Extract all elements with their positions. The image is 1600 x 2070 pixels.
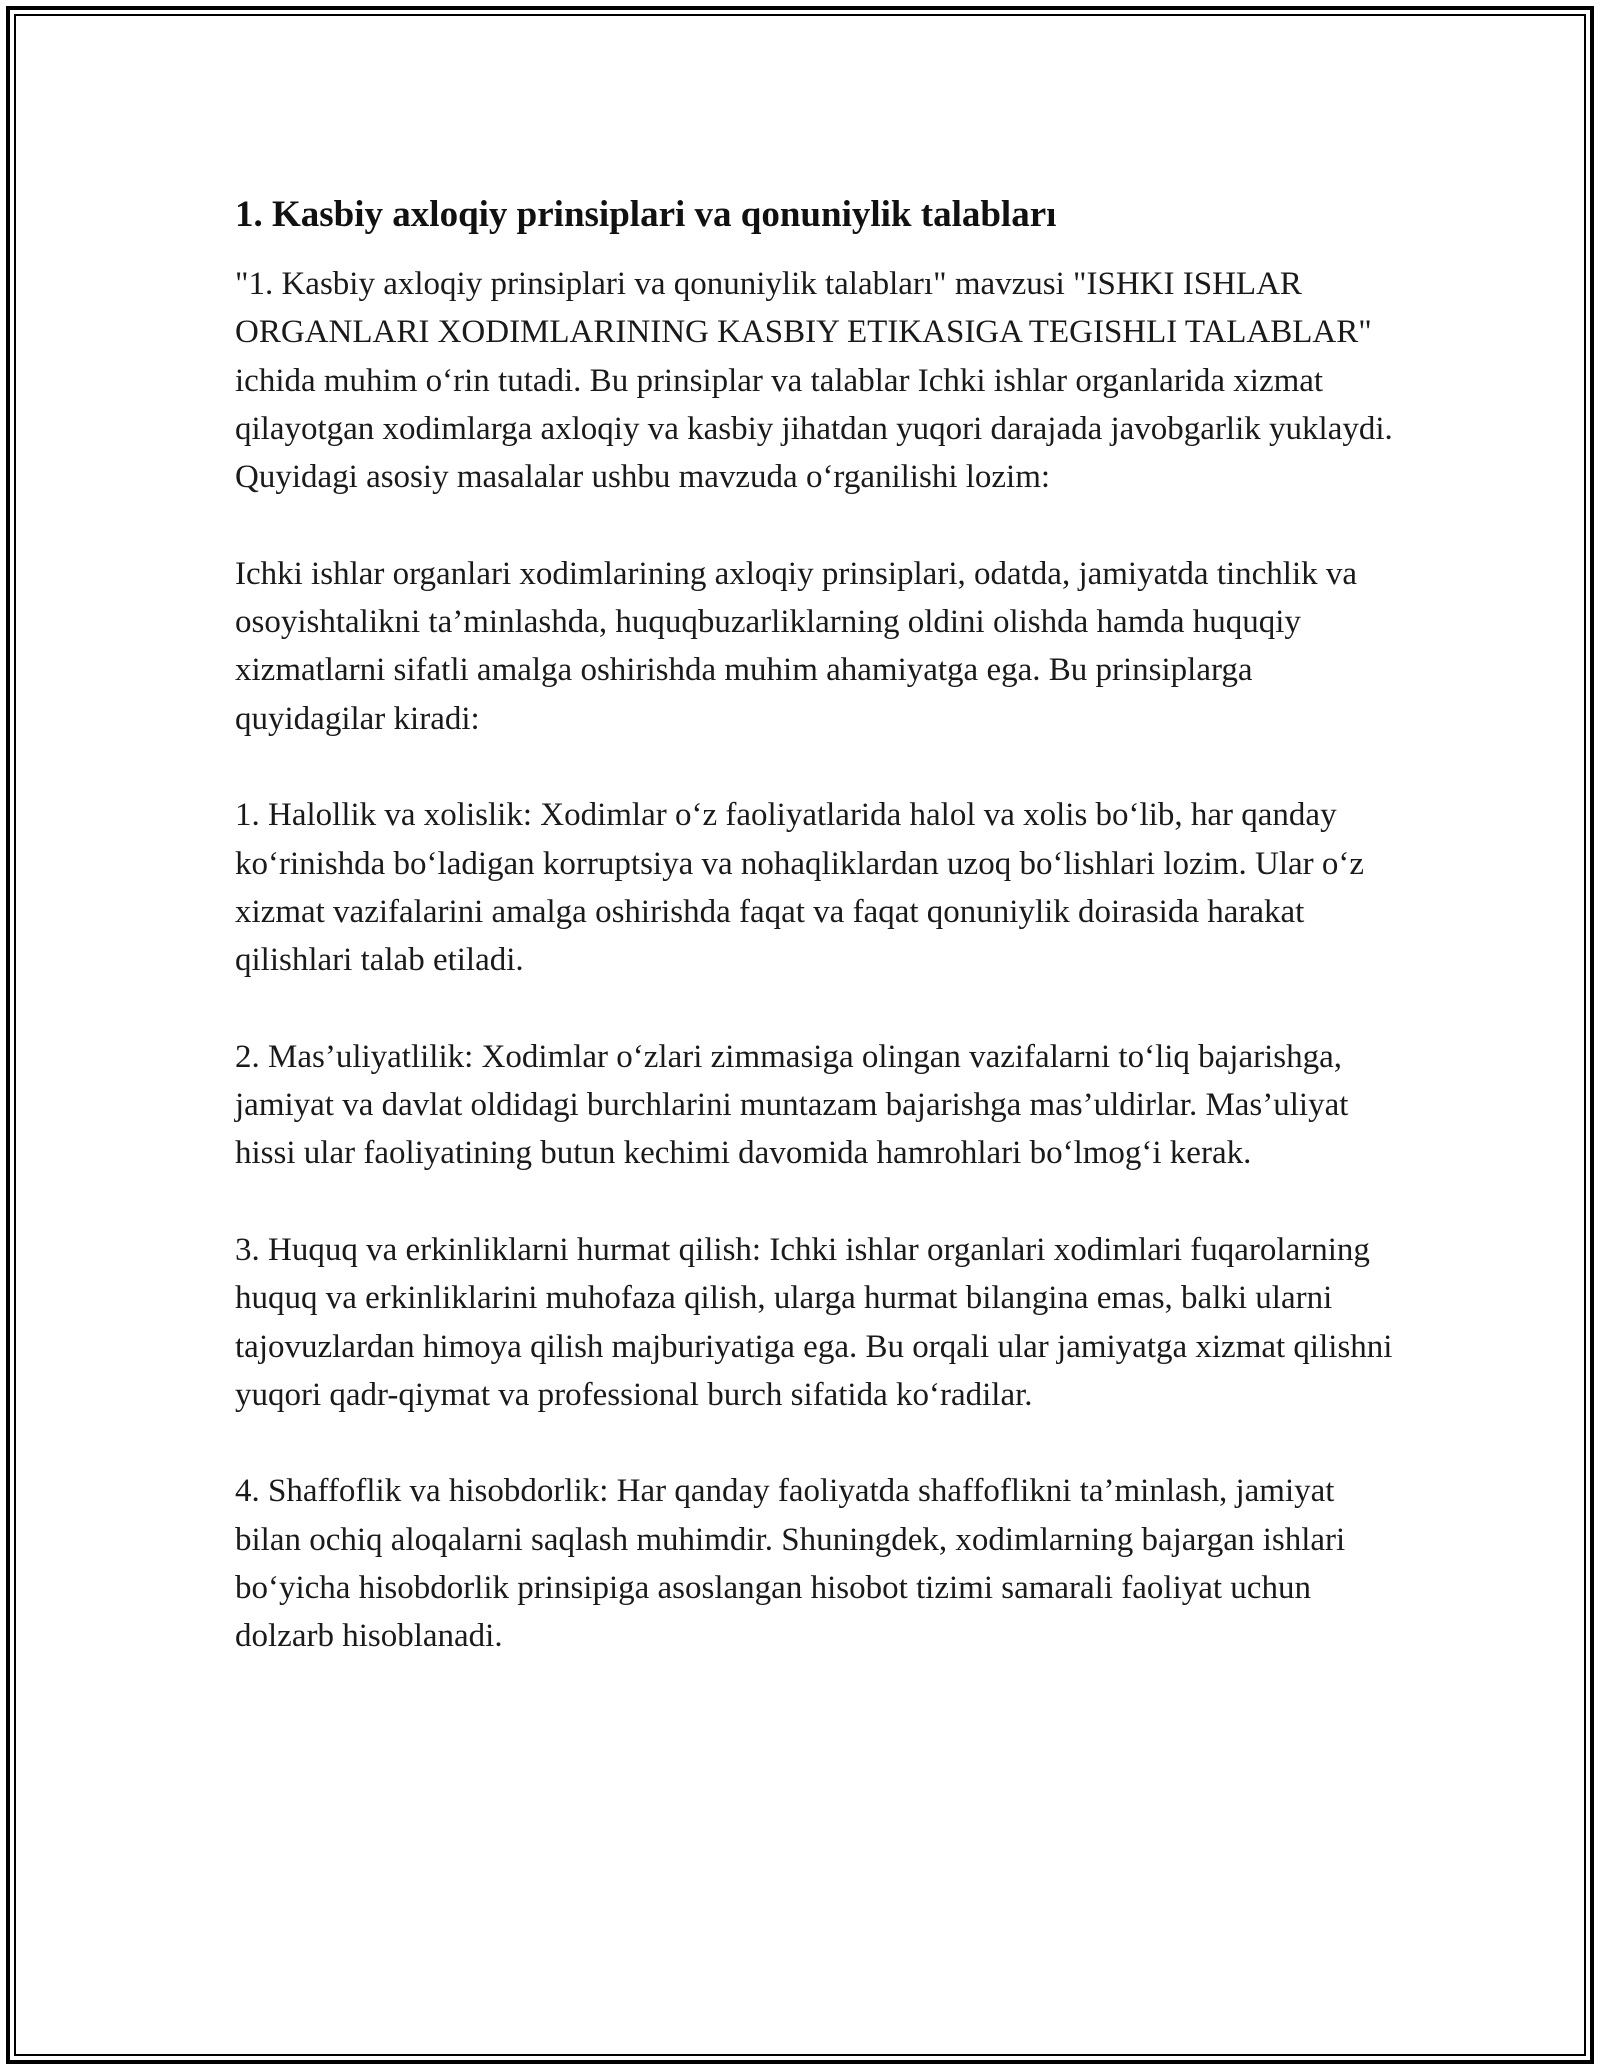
paragraph-responsibility: 2. Mas’uliyatlilik: Xodimlar o‘zlari zimmasiga olingan vazifalarni to‘liq bajarishga, jamiyat va davlat oldidagi burchlarini muntazam bajarishga mas’uldirlar. Mas’uliyat hissi ular faoliyatining butun kechimi davomida hamrohlari bo‘lmog‘i kerak.: [235, 1038, 1349, 1172]
paragraph-intro: "1. Kasbiy axloqiy prinsiplari va qonuniylik talabları" mavzusi "ISHKI ISHLAR ORGANLARI XODIMLARINING KASBIY ETIKASIGA TEGISHLI TALABLAR" ichida muhim o‘rin tutadi. Bu prinsiplar va talablar Ichki ishlar organlarida xizmat qilayotgan xodimlarga axloqiy va kasbiy jihatdan yuqori darajada javobgarlik yuklaydi. Quyidagi asosiy masalalar ushbu mavzuda o‘rganilishi lozim:: [235, 266, 1393, 496]
document-body: [235, 188, 1395, 1661]
section-heading: 1. Kasbiy axloqiy prinsiplari va qonuniylik talabları: [235, 194, 1057, 235]
paragraph-principles-overview: Ichki ishlar organlari xodimlarining axloqiy prinsiplari, odatda, jamiyatda tinchlik va osoyishtalikni ta’minlashda, huquqbuzarliklarning oldini olishda hamda huquqiy xizmatlarni sifatli amalga oshirishda muhim ahamiyatga ega. Bu prinsiplarga quyidagilar kiradi:: [235, 555, 1358, 737]
paragraph-rights: 3. Huquq va erkinliklarni hurmat qilish: Ichki ishlar organlari xodimlari fuqarolarning huquq va erkinliklarini muhofaza qilish, ularga hurmat bilangina emas, balki ularni tajovuzlardan himoya qilish majburiyatiga ega. Bu orqali ular jamiyatga xizmat qilishni yuqori qadr-qiymat va professional burch sifatida ko‘radilar.: [235, 1231, 1393, 1413]
paragraph-honesty: 1. Halollik va xolislik: Xodimlar o‘z faoliyatlarida halol va xolis bo‘lib, har qanday ko‘rinishda bo‘ladigan korruptsiya va nohaqliklardan uzoq bo‘lishlari lozim. Ular o‘z xizmat vazifalarini amalga oshirishda faqat va faqat qonuniylik doirasida harakat qilishlari talab etiladi.: [235, 797, 1365, 979]
paragraph-transparency: 4. Shaffoflik va hisobdorlik: Har qanday faoliyatda shaffoflikni ta’minlash, jamiyat bilan ochiq aloqalarni saqlash muhimdir. Shuningdek, xodimlarning bajargan ishlari bo‘yicha hisobdorlik prinsipiga asoslangan hisobot tizimi samarali faoliyat uchun dolzarb hisoblanadi.: [235, 1473, 1346, 1655]
